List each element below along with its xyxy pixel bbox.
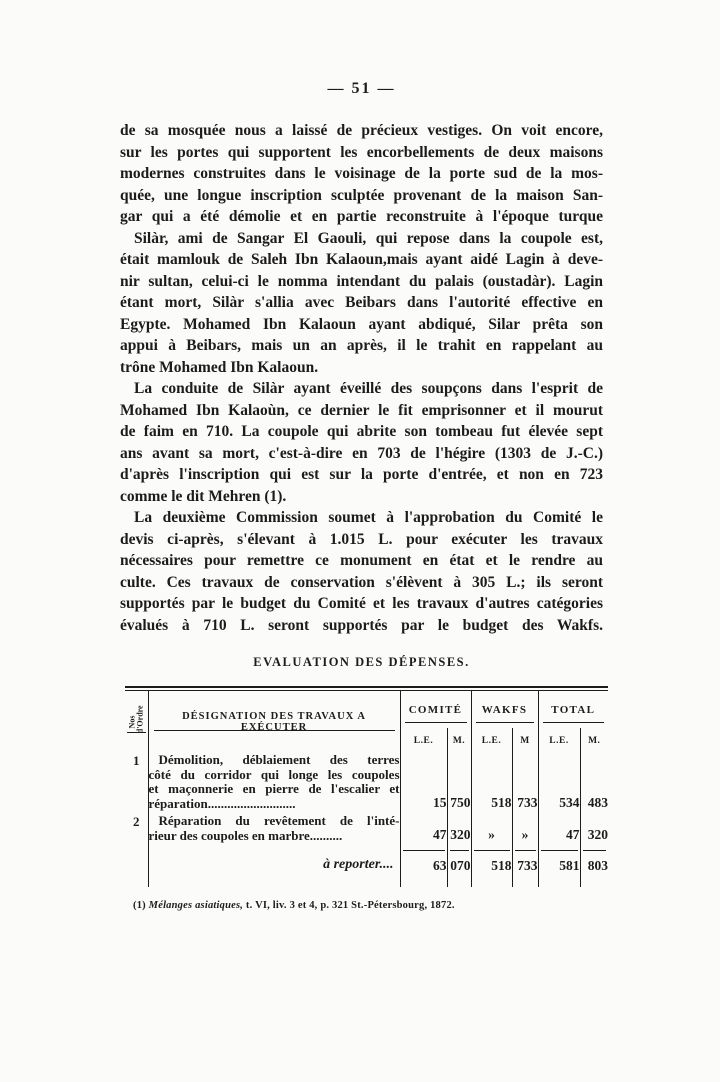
column-header-designation: DÉSIGNATION DES TRAVAUX A EXÉCUTER xyxy=(148,691,400,753)
carry-wakfs-le: 518 xyxy=(471,846,512,874)
table-header-row xyxy=(125,691,608,728)
text-line: gar qui a été démolie et en partie reconstruite à l'époque turque xyxy=(120,208,603,225)
row-designation xyxy=(148,753,400,814)
text-line: supportés par le budget du Comité et les travaux d'autres catégories xyxy=(120,595,603,612)
row-number: 2 xyxy=(133,814,140,829)
rotated-order-label: Nos d'Ordre xyxy=(127,705,145,734)
text-line: culte. Ces travaux de conservation s'élèvent à 305 L.; ils seront xyxy=(120,573,603,591)
text-line: évalués à 710 L. seront supportés par le budget des Wakfs. xyxy=(120,616,603,634)
subheader-total-le: L.E. xyxy=(538,728,580,753)
carry-wakfs-m: 733 xyxy=(512,846,538,874)
footnote-work-title: Mélanges asiatiques, xyxy=(148,900,244,911)
carry-comite-le: 63 xyxy=(400,846,447,874)
text-line: Silàr, ami de Sangar El Gaouli, qui repose dans la coupole est, xyxy=(134,229,603,247)
row-number: 1 xyxy=(133,753,140,768)
cell-comite-le: 47 xyxy=(400,814,447,846)
body-text xyxy=(120,120,603,636)
footnote xyxy=(133,900,603,911)
text-line: nir sultan, celui-ci le nomma intendant du palais (oustadàr). Lagin xyxy=(120,272,603,290)
subheader-comite-le: L.E. xyxy=(400,728,447,753)
column-group-comite: COMITÉ xyxy=(400,691,471,728)
row-designation xyxy=(148,814,400,846)
carry-total-m: 803 xyxy=(580,846,608,874)
text-line: appui à Beibars, mais un an après, il le trahit en rappelant au xyxy=(120,337,603,354)
footnote-reference: t. VI, liv. 3 et 4, p. 321 St.-Pétersbourg, 1872. xyxy=(243,900,455,911)
subheader-total-m: M. xyxy=(580,728,608,753)
designation-line: réparation........................... xyxy=(148,795,296,811)
cell-total-le: 534 xyxy=(538,753,580,814)
table-title: EVALUATION DES DÉPENSES. xyxy=(253,655,470,669)
cell-total-m: 320 xyxy=(580,814,608,846)
cell-comite-le: 15 xyxy=(400,753,447,814)
text-line: devis ci-après, s'élevant à 1.015 L. pour exécuter les travaux xyxy=(120,530,603,548)
cell-wakfs-m: » xyxy=(512,814,538,846)
designation-line: rieur des coupoles en marbre.......... xyxy=(148,827,343,843)
designation-line: côté du corridor qui longe les coupoles xyxy=(148,766,400,782)
paragraph-3 xyxy=(120,378,603,507)
table-row-1 xyxy=(125,753,608,814)
table-carry-row xyxy=(125,846,608,874)
cell-total-m: 483 xyxy=(580,753,608,814)
text-line: trône Mohamed Ibn Kalaoun. xyxy=(120,358,319,376)
subheader-wakfs-m: M xyxy=(512,728,538,753)
expenses-table xyxy=(125,686,608,887)
carry-total-le: 581 xyxy=(538,846,580,874)
table-row-2 xyxy=(125,814,608,846)
text-line: La deuxième Commission soumet à l'approbation du Comité le xyxy=(134,509,603,526)
subheader-comite-m: M. xyxy=(447,728,471,753)
text-line: de faim en 710. La coupole qui abrite son tombeau fut élevée sept xyxy=(120,423,603,440)
text-line: Egypte. Mohamed Ibn Kalaoun ayant abdiqué, Silar prêta son xyxy=(120,315,603,333)
cell-comite-m: 320 xyxy=(447,814,471,846)
cell-comite-m: 750 xyxy=(447,753,471,814)
text-line: sur les portes qui supportent les encorbellements de deux maisons xyxy=(120,143,603,161)
cell-wakfs-le: 518 xyxy=(471,753,512,814)
text-line: quée, une longue inscription sculptée provenant de la maison San- xyxy=(120,186,603,204)
text-line: Mohamed Ibn Kalaoùn, ce dernier le fit emprisonner et il mourut xyxy=(120,401,603,419)
cell-total-le: 47 xyxy=(538,814,580,846)
column-header-order-number xyxy=(125,691,148,753)
paragraph-4 xyxy=(120,507,603,636)
text-line: d'après l'inscription qui est sur la porte d'entrée, et non en 723 xyxy=(120,466,603,483)
designation-line: Démolition, déblaiement des terres xyxy=(158,752,400,767)
carry-comite-m: 070 xyxy=(447,846,471,874)
subheader-wakfs-le: L.E. xyxy=(471,728,512,753)
column-group-total: TOTAL xyxy=(538,691,608,728)
cell-wakfs-m: 733 xyxy=(512,753,538,814)
carry-label: à reporter.... xyxy=(148,846,400,874)
text-line: étant mort, Silàr s'allia avec Beibars dans l'autorité effective en xyxy=(120,294,603,311)
text-line: La conduite de Silàr ayant éveillé des soupçons dans l'esprit de xyxy=(134,380,603,397)
table-rule-extension-row xyxy=(125,874,608,887)
text-line: ans avant sa mort, c'est-à-dire en 703 de l'hégire (1303 de J.-C.) xyxy=(120,444,603,462)
page-number: — 51 — xyxy=(327,80,396,97)
designation-line: Réparation du revêtement de l'inté- xyxy=(158,813,400,828)
text-line: de sa mosquée nous a laissé de précieux vestiges. On voit encore, xyxy=(120,122,603,139)
paragraph-1 xyxy=(120,120,603,228)
designation-line: et maçonnerie en pierre de l'escalier et xyxy=(148,781,400,796)
cell-wakfs-le: » xyxy=(471,814,512,846)
text-line: était mamlouk de Saleh Ibn Kalaoun,mais ayant aidé Lagin à deve- xyxy=(120,251,603,268)
text-line: nécessaires pour remettre ce monument en état et le rendre au xyxy=(120,552,603,569)
row-number-empty xyxy=(125,846,148,874)
text-line: comme le dit Mehren (1). xyxy=(120,487,287,505)
footnote-marker: (1) xyxy=(133,900,146,911)
column-group-wakfs: WAKFS xyxy=(471,691,538,728)
text-line: modernes construites dans le voisinage de la porte sud de la mos- xyxy=(120,165,603,182)
paragraph-2 xyxy=(120,228,603,379)
